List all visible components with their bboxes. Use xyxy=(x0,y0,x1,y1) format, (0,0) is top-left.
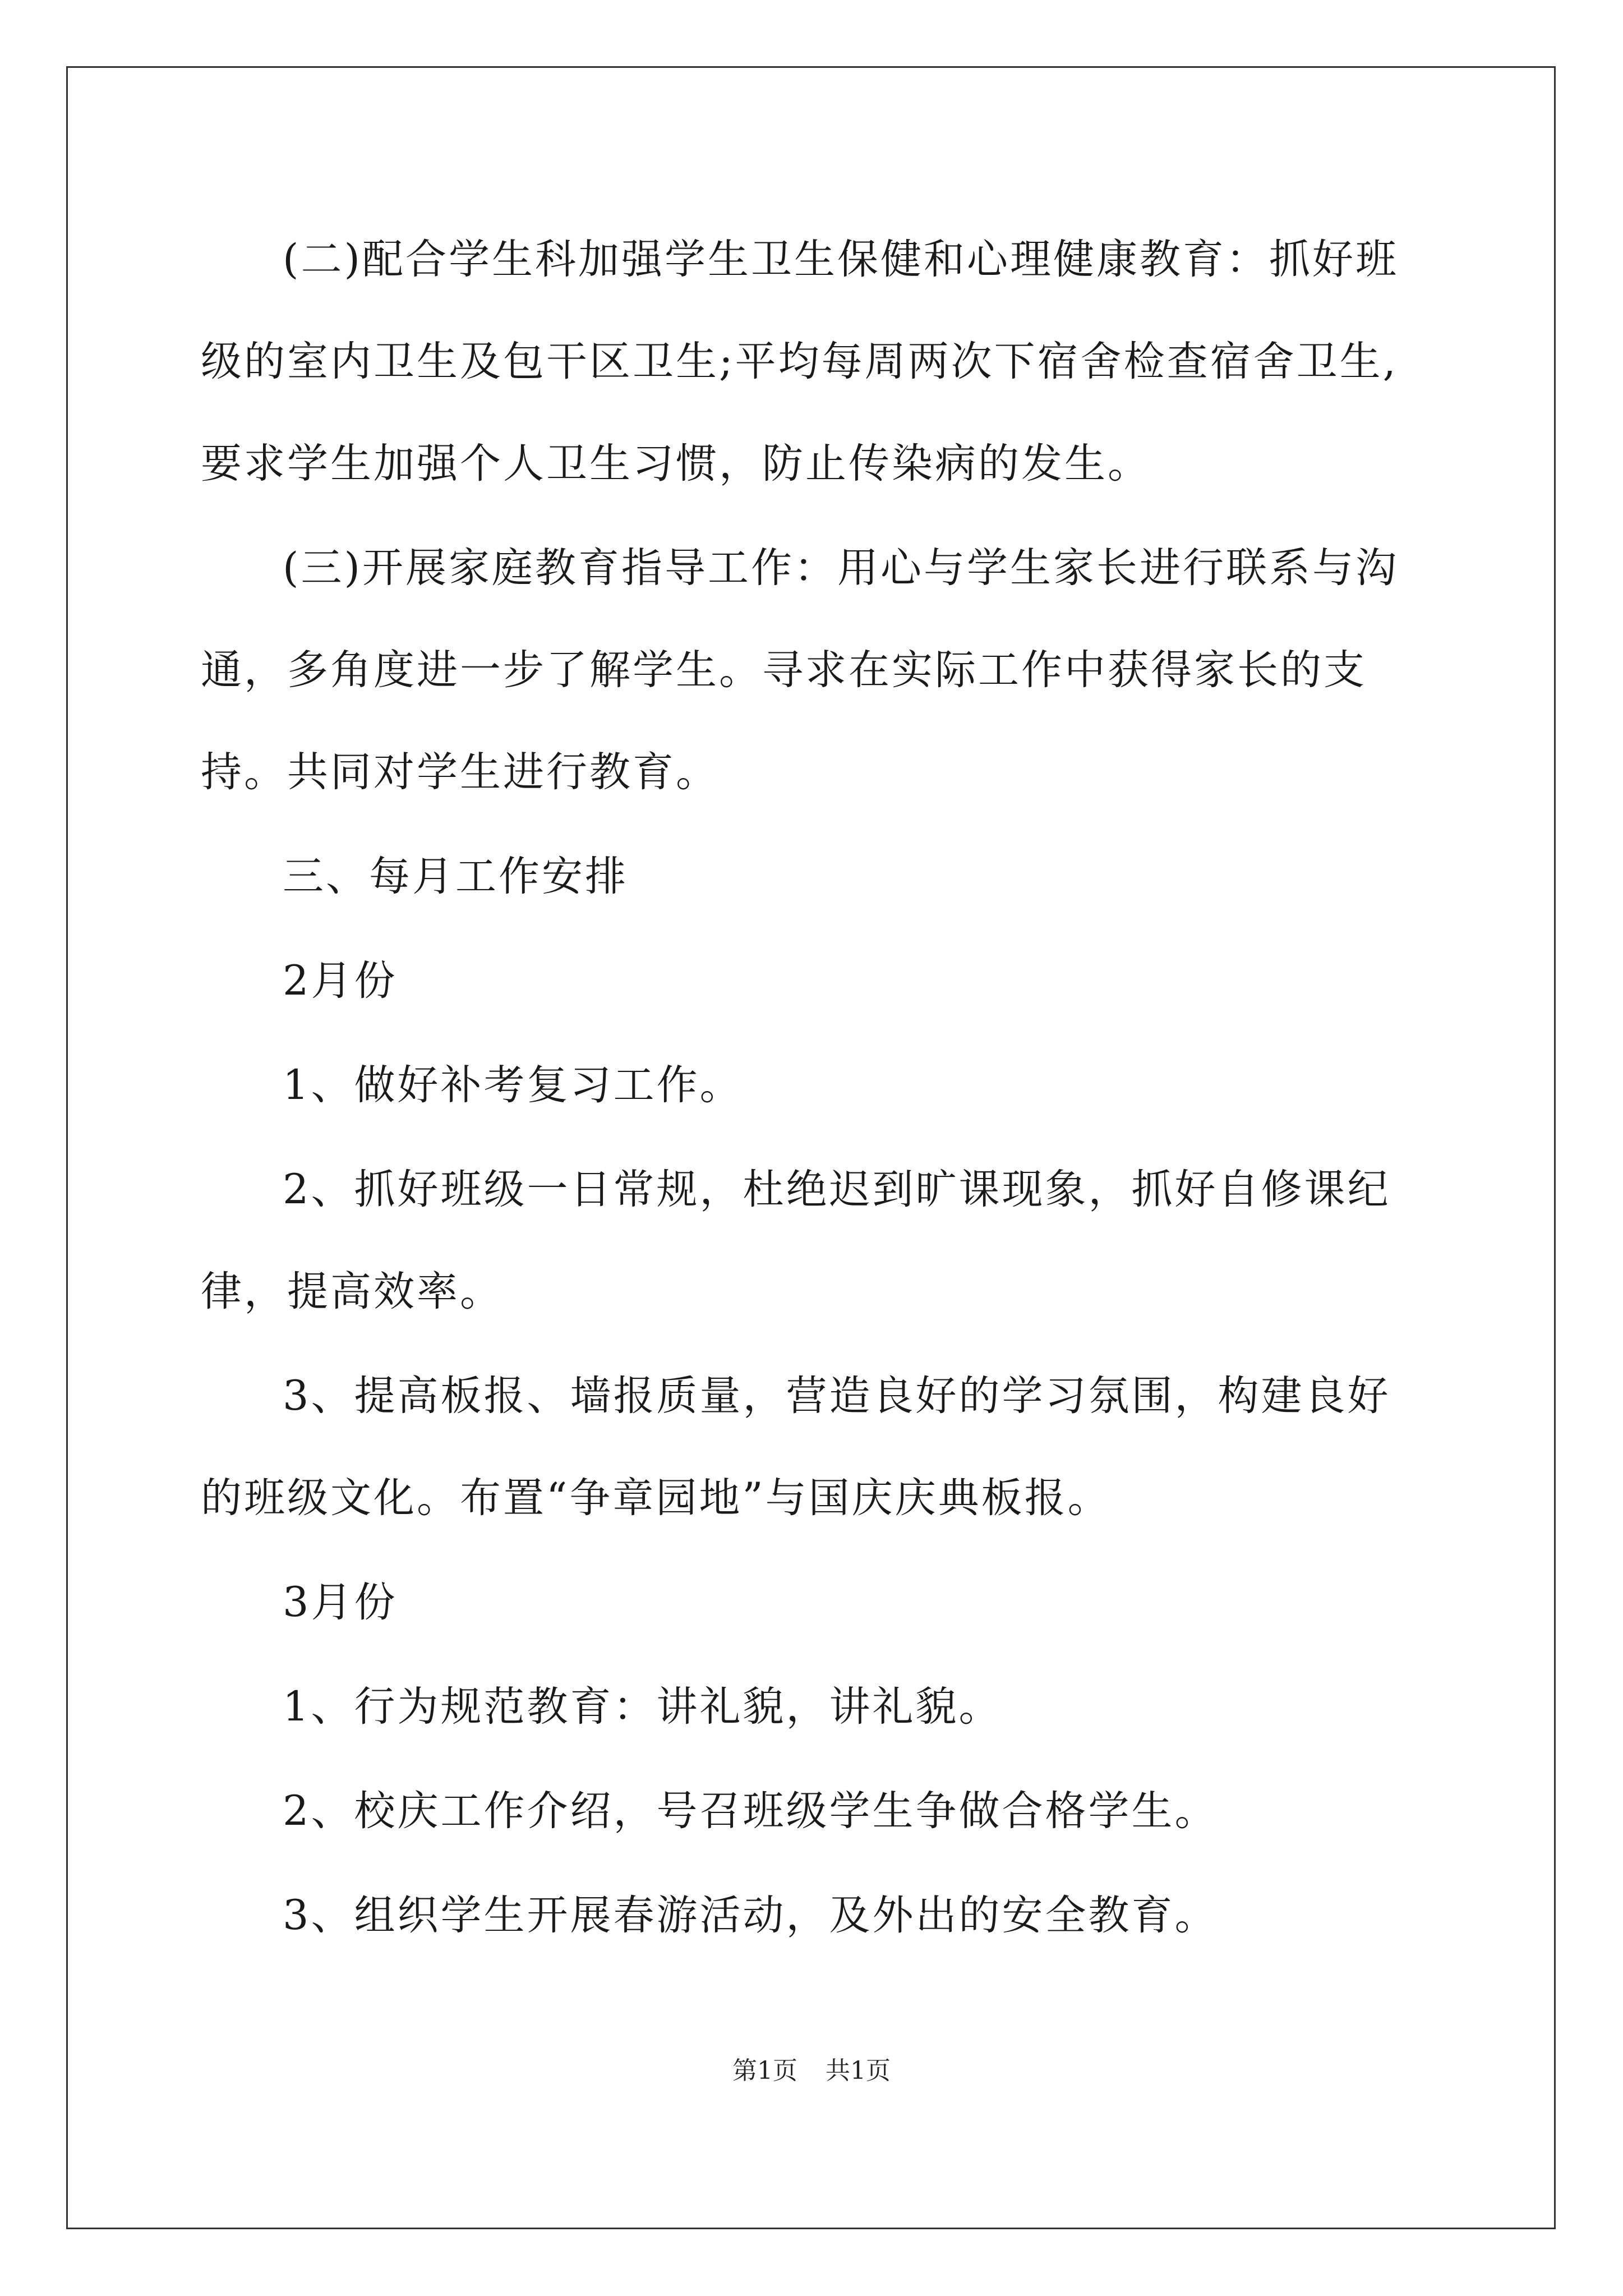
list-item-mar-3: 3、组织学生开展春游活动，及外出的安全教育。 xyxy=(283,1892,1218,1939)
paragraph-family-education: (三)开展家庭教育指导工作：用心与学生家长进行联系与沟通，多角度进一步了解学生。寻求在实际工作中获得家长的支持。共同对学生进行教育。 xyxy=(201,544,1399,796)
list-item-feb-1: 1、做好补考复习工作。 xyxy=(283,1061,743,1109)
list-item-mar-2: 2、校庆工作介绍，号召班级学生争做合格学生。 xyxy=(283,1787,1218,1835)
list-item-mar-1: 1、行为规范教育：讲礼貌，讲礼貌。 xyxy=(283,1683,1002,1731)
paragraph-hygiene-education: (二)配合学生科加强学生卫生保健和心理健康教育：抓好班级的室内卫生及包干区卫生;平均每周两次下宿舍检查宿舍卫生,要求学生加强个人卫生习惯，防止传染病的发生。 xyxy=(201,236,1399,487)
list-item-feb-2: 2、抓好班级一日常规，杜绝迟到旷课现象，抓好自修课纪律，提高效率。 xyxy=(201,1166,1391,1315)
page-footer xyxy=(0,2054,1623,2088)
page-number: 第1页 xyxy=(732,2056,797,2085)
month-heading-march: 3月份 xyxy=(283,1579,398,1626)
list-item-feb-3: 3、提高板报、墙报质量，营造良好的学习氛围，构建良好的班级文化。布置“争章园地”与国庆庆典板报。 xyxy=(201,1372,1391,1522)
month-heading-february: 2月份 xyxy=(283,957,398,1005)
page-total: 共1页 xyxy=(826,2056,891,2085)
document-body xyxy=(201,209,1421,1967)
section-heading-monthly-plan: 三、每月工作安排 xyxy=(283,853,628,900)
